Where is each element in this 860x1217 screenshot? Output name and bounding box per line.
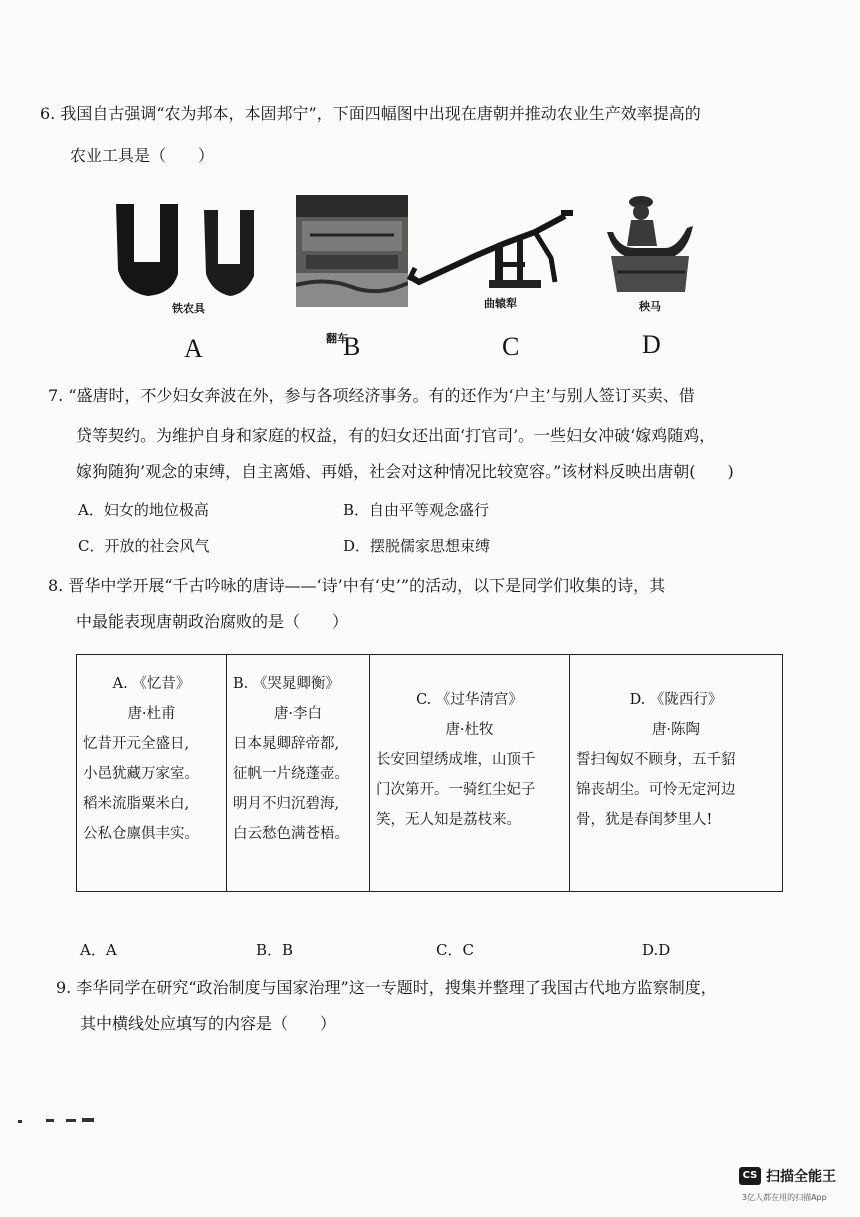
poem-line: 白云愁色满苍梧。: [233, 826, 349, 842]
q7-option-b[interactable]: B．自由平等观念盛行: [343, 501, 490, 519]
poem-line: 公私仓廪俱丰实。: [83, 826, 199, 842]
q7-line2: 贷等契约。为维护自身和家庭的权益，有的妇女还出面‘打官司’。一些妇女冲破‘嫁鸡随鸡，: [76, 426, 716, 445]
poem-author: 唐·杜牧: [445, 722, 494, 738]
poem-author: 唐·李白: [273, 706, 323, 722]
poem-line: 长安回望绣成堆，山顶千: [376, 752, 536, 768]
option-letter-c: C: [502, 332, 520, 361]
poem-line: 骨，犹是春闺梦里人!: [576, 812, 713, 828]
q7-number: 7.: [48, 386, 64, 405]
poem-title: D. 《陇西行》: [629, 692, 723, 708]
poem-cell-a: [77, 655, 227, 892]
poem-cell-d: [570, 655, 783, 892]
poem-line: 笑，无人知是荔枝来。: [376, 812, 521, 828]
q9-line1: [56, 978, 717, 998]
q8-number: 8.: [48, 576, 64, 595]
poem-line: 门次第开。一骑红尘妃子: [376, 782, 536, 798]
cutoff-text-mark: [16, 1118, 96, 1124]
q8-line2: 中最能表现唐朝政治腐败的是（ ）: [76, 612, 349, 631]
q8-option-c[interactable]: C．C: [436, 941, 474, 959]
poem-line: 誓扫匈奴不顾身，五千貂: [576, 752, 736, 768]
poem-title: C. 《过华清宫》: [416, 692, 523, 708]
q9-text-1: 李华同学在研究“政治制度与国家治理”这一专题时，搜集并整理了我国古代地方监察制度，: [76, 978, 717, 997]
scanner-tagline: 3亿人都在用的扫描App: [742, 1193, 827, 1202]
q7-line3: 嫁狗随狗’观念的束缚，自主离婚、再婚，社会对这种情况比较宽容。”该材料反映出唐朝( ): [76, 462, 734, 481]
q9-line2: 其中横线处应填写的内容是（ ）: [80, 1014, 337, 1033]
iron-tools-figure: [112, 200, 272, 300]
poem-title: A. 《忆昔》: [112, 676, 191, 692]
seedling-horse-figure: [605, 188, 695, 298]
q6-number: 6.: [40, 104, 56, 123]
poem-author: 唐·杜甫: [127, 706, 176, 722]
q8-option-a[interactable]: A．A: [80, 941, 117, 959]
poem-line: 日本晁卿辞帝都,: [233, 736, 340, 752]
caption-c: 曲辕犁: [484, 297, 517, 310]
q7-text-1: “盛唐时，不少妇女奔波在外，参与各项经济事务。有的还作为‘户主’与别人签订买卖、借: [68, 386, 695, 405]
poem-line: 小邑犹藏万家室。: [83, 766, 199, 782]
poem-line: 锦丧胡尘。可怜无定河边: [576, 782, 736, 798]
q7-line1: [48, 386, 695, 406]
curved-plough-figure: [405, 210, 575, 290]
water-wheel-figure: [296, 195, 408, 307]
poem-author: 唐·陈陶: [651, 722, 701, 738]
q9-number: 9.: [56, 978, 72, 997]
caption-b: 翻车: [326, 332, 348, 345]
poem-cell-c: [370, 655, 570, 892]
q7-option-d[interactable]: D．摆脱儒家思想束缚: [343, 537, 491, 555]
poem-line: 稻米流脂粟米白,: [83, 796, 190, 812]
poem-line: 征帆一片绕蓬壶。: [233, 766, 349, 782]
q6-text-1: 我国自古强调“农为邦本，本固邦宁”，下面四幅图中出现在唐朝并推动农业生产效率提高的: [60, 104, 701, 123]
poem-line: 忆昔开元全盛日,: [83, 736, 190, 752]
poem-cell-b: [227, 655, 370, 892]
option-letter-a: A: [184, 334, 203, 363]
q6-line1: [40, 104, 701, 124]
scanner-logo-icon: CS: [739, 1167, 761, 1185]
q8-text-1: 晋华中学开展“千古吟咏的唐诗——‘诗’中有‘史’”的活动，以下是同学们收集的诗，其: [68, 576, 666, 595]
q6-line2: 农业工具是（ ）: [70, 146, 215, 165]
q8-option-d[interactable]: D.D: [642, 941, 671, 959]
caption-a: 铁农具: [172, 302, 205, 315]
q8-line1: [48, 576, 665, 596]
poem-table: [76, 654, 783, 892]
scanner-brand: 扫描全能王: [766, 1169, 836, 1185]
q7-option-a[interactable]: A．妇女的地位极高: [78, 501, 209, 519]
poem-title: B. 《哭晁卿衡》: [233, 676, 340, 692]
option-letter-d: D: [642, 330, 661, 359]
poem-line: 明月不归沉碧海,: [233, 796, 340, 812]
caption-d: 秧马: [639, 300, 661, 313]
q7-option-c[interactable]: C．开放的社会风气: [78, 537, 210, 555]
option-letter-b: B: [343, 332, 361, 361]
q8-option-b[interactable]: B．B: [256, 941, 294, 959]
